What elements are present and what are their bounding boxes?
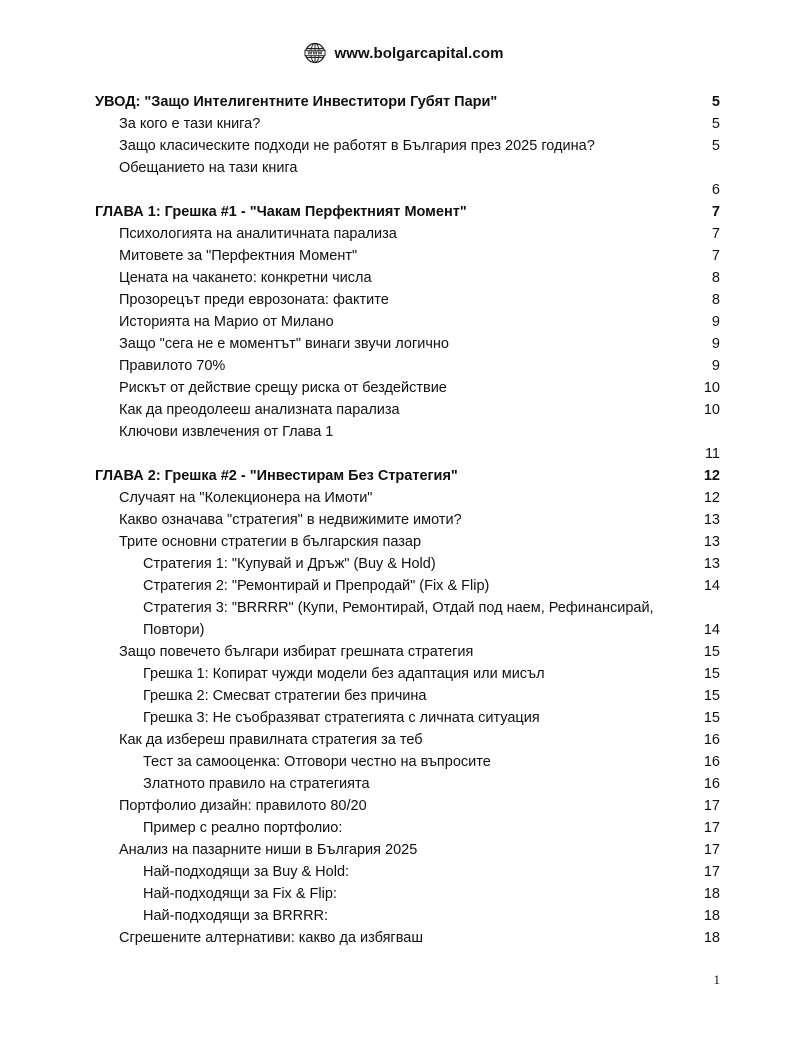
toc-chapter-entry[interactable] (95, 91, 720, 113)
toc-entry-page: 8 (711, 292, 720, 308)
toc-entry-page: 9 (711, 336, 720, 352)
toc-entry-page: 16 (703, 732, 720, 748)
toc-entry-title: Как да преодолееш анализната парализа (119, 402, 400, 418)
toc-entry[interactable] (95, 861, 720, 883)
toc-chapter-entry[interactable] (95, 465, 720, 487)
toc-entry-title: Случаят на "Колекционера на Имоти" (119, 490, 373, 506)
toc-entry[interactable] (95, 685, 720, 707)
toc-entry[interactable] (95, 377, 720, 399)
toc-entry-page: 7 (711, 248, 720, 264)
toc-entry-title: Сгрешените алтернативи: какво да избягваш (119, 930, 423, 946)
toc-entry-title: Грешка 2: Смесват стратегии без причина (143, 688, 427, 704)
toc-entry[interactable] (95, 729, 720, 751)
toc-entry-page: 17 (703, 864, 720, 880)
toc-entry-page: 17 (703, 842, 720, 858)
toc-entry-title: Трите основни стратегии в българския пазар (119, 534, 422, 550)
toc-entry-title: Тест за самооценка: Отговори честно на въпросите (143, 754, 491, 770)
toc-entry-title: Грешка 1: Копират чужди модели без адаптация или мисъл (143, 666, 545, 682)
toc-entry[interactable] (95, 267, 720, 289)
toc-entry-page: 12 (703, 490, 720, 506)
toc-entry[interactable] (95, 905, 720, 927)
toc-entry[interactable] (95, 289, 720, 311)
toc-entry-title: Защо "сега не е моментът" винаги звучи логично (119, 336, 449, 352)
toc-entry-page: 11 (704, 446, 720, 462)
toc-entry-title: За кого е тази книга? (119, 116, 261, 132)
toc-entry-title: Защо повечето българи избират грешната стратегия (119, 644, 474, 660)
toc-entry-title: Цената на чакането: конкретни числа (119, 270, 372, 286)
toc-entry[interactable] (95, 157, 720, 201)
toc-entry-page: 8 (711, 270, 720, 286)
toc-entry[interactable] (95, 223, 720, 245)
svg-text:WWW: WWW (307, 51, 324, 57)
toc-entry[interactable] (95, 575, 720, 597)
toc-entry-page: 5 (711, 138, 720, 154)
toc-entry-page: 18 (703, 908, 720, 924)
toc-entry-page: 14 (703, 578, 720, 594)
toc-entry-page: 10 (703, 380, 720, 396)
toc-entry[interactable] (95, 751, 720, 773)
site-url[interactable]: www.bolgarcapital.com (334, 44, 504, 62)
toc-entry-page: 12 (703, 468, 720, 484)
toc-entry-title: ГЛАВА 2: Грешка #2 - "Инвестирам Без Стратегия" (95, 468, 458, 484)
toc-entry[interactable] (95, 597, 720, 641)
toc-entry[interactable] (95, 773, 720, 795)
toc-entry-title: Най-подходящи за Fix & Flip: (143, 886, 337, 902)
toc-entry[interactable] (95, 245, 720, 267)
toc-entry[interactable] (95, 795, 720, 817)
toc-entry-page: 15 (703, 688, 720, 704)
toc-entry-title: Ключови извлечения от Глава 1 (119, 424, 334, 440)
table-of-contents (95, 91, 720, 949)
toc-entry-page: 9 (711, 314, 720, 330)
toc-entry-page: 16 (703, 776, 720, 792)
toc-entry[interactable] (95, 487, 720, 509)
toc-entry-page: 15 (703, 710, 720, 726)
toc-entry-page: 16 (703, 754, 720, 770)
toc-entry-title: Рискът от действие срещу риска от бездействие (119, 380, 447, 396)
toc-entry[interactable] (95, 663, 720, 685)
toc-entry-title: Стратегия 2: "Ремонтирай и Препродай" (Fix & Flip) (143, 578, 490, 594)
toc-entry-title: Стратегия 1: "Купувай и Дръж" (Buy & Hold) (143, 556, 436, 572)
page-header (0, 42, 808, 64)
toc-entry-page: 5 (711, 94, 720, 110)
toc-entry-page: 18 (703, 930, 720, 946)
toc-entry-page: 7 (711, 226, 720, 242)
toc-entry-page: 17 (703, 820, 720, 836)
toc-entry-page: 13 (703, 512, 720, 528)
toc-entry[interactable] (95, 113, 720, 135)
toc-entry-title: ГЛАВА 1: Грешка #1 - "Чакам Перфектният Момент" (95, 204, 467, 220)
toc-entry-title: Най-подходящи за Buy & Hold: (143, 864, 350, 880)
toc-entry[interactable] (95, 553, 720, 575)
toc-entry-page: 5 (711, 116, 720, 132)
toc-entry-page: 15 (703, 666, 720, 682)
toc-entry-title: Анализ на пазарните ниши в България 2025 (119, 842, 418, 858)
toc-entry[interactable] (95, 883, 720, 905)
toc-entry-title: УВОД: "Защо Интелигентните Инвеститори Губят Пари" (95, 94, 498, 110)
toc-entry[interactable] (95, 355, 720, 377)
toc-entry[interactable] (95, 641, 720, 663)
page-number: 1 (713, 972, 720, 987)
toc-entry[interactable] (95, 509, 720, 531)
toc-entry[interactable] (95, 333, 720, 355)
toc-entry-page: 18 (703, 886, 720, 902)
toc-entry[interactable] (95, 135, 720, 157)
toc-entry-title: Прозорецът преди еврозоната: фактите (119, 292, 389, 308)
toc-entry-title: Как да избереш правилната стратегия за теб (119, 732, 423, 748)
toc-entry-title: Какво означава "стратегия" в недвижимите имоти? (119, 512, 462, 528)
toc-entry-title: Историята на Марио от Милано (119, 314, 334, 330)
toc-entry-page: 17 (703, 798, 720, 814)
toc-entry-title: Златното правило на стратегията (143, 776, 370, 792)
toc-entry[interactable] (95, 399, 720, 421)
globe-www-icon (304, 42, 326, 64)
toc-entry-title: Психологията на аналитичната парализа (119, 226, 397, 242)
toc-entry-title: Правилото 70% (119, 358, 226, 374)
toc-entry-page: 13 (703, 556, 720, 572)
toc-chapter-entry[interactable] (95, 201, 720, 223)
toc-entry-page: 13 (703, 534, 720, 550)
toc-entry-title: Грешка 3: Не съобразяват стратегията с личната ситуация (143, 710, 540, 726)
toc-entry[interactable] (95, 531, 720, 553)
toc-entry[interactable] (95, 421, 720, 465)
toc-entry-page: 10 (703, 402, 720, 418)
toc-entry[interactable] (95, 707, 720, 729)
toc-entry-title: Обещанието на тази книга (119, 160, 298, 176)
toc-entry[interactable] (95, 839, 720, 861)
toc-entry[interactable] (95, 311, 720, 333)
toc-entry-page: 6 (711, 182, 720, 198)
toc-entry-title: Портфолио дизайн: правилото 80/20 (119, 798, 367, 814)
toc-entry-title: Най-подходящи за BRRRR: (143, 908, 329, 924)
toc-entry-title: Защо класическите подходи не работят в България през 2025 година? (119, 138, 595, 154)
toc-entry-page: 14 (703, 622, 720, 638)
toc-entry-page: 7 (711, 204, 720, 220)
toc-entry-title: Пример с реално портфолио: (143, 820, 343, 836)
toc-entry-title: Стратегия 3: "BRRRR" (Купи, Ремонтирай, Отдай под наем, Рефинансирай, Повтори) (143, 600, 654, 638)
toc-entry[interactable] (95, 927, 720, 949)
toc-entry-title: Митовете за "Перфектния Момент" (119, 248, 358, 264)
toc-entry-page: 15 (703, 644, 720, 660)
toc-entry[interactable] (95, 817, 720, 839)
toc-entry-page: 9 (711, 358, 720, 374)
